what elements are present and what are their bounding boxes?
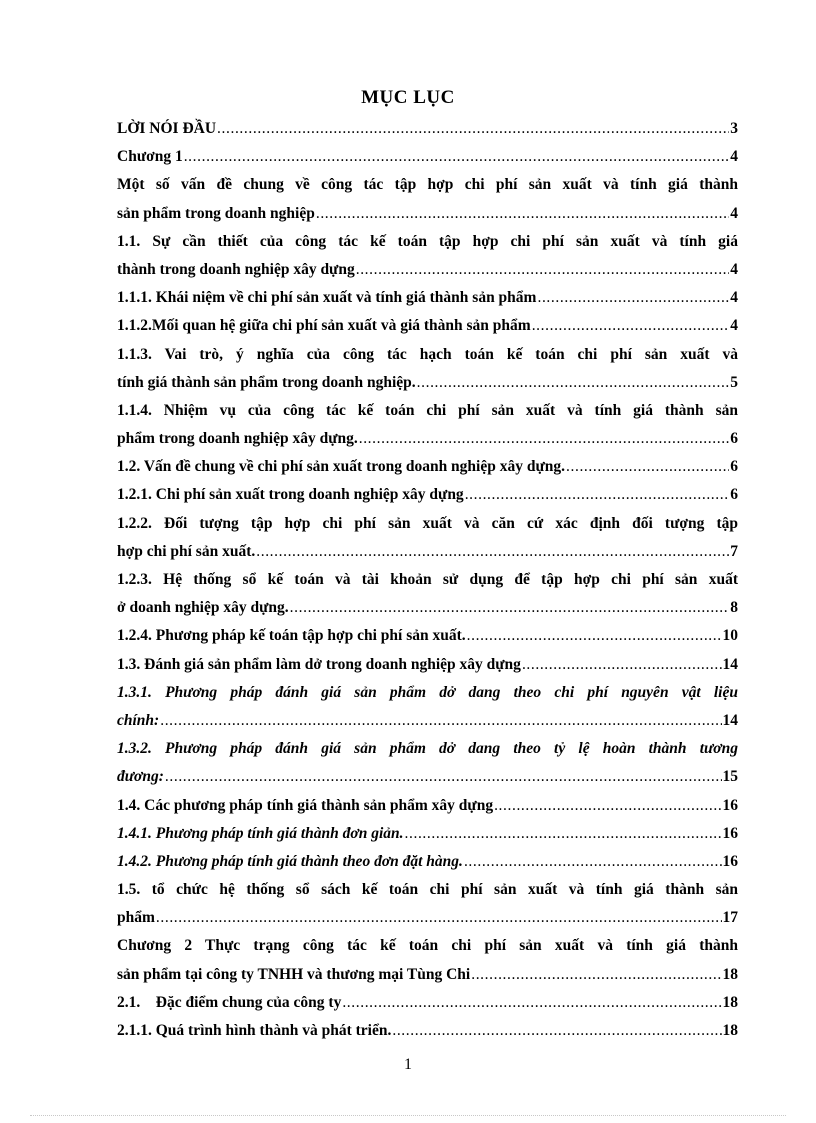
toc-entry[interactable] — [117, 566, 738, 622]
toc-entry[interactable] — [117, 932, 738, 988]
toc-entry-text: 1.1.2.Mối quan hệ giữa chi phí sản xuất và giá thành sản phẩm — [117, 317, 531, 335]
toc-entry-text: 1.2.3. Hệ thống sổ kế toán và tài khoản sử dụng để tập hợp chi phí sản xuất — [117, 571, 738, 588]
toc-page-number: 8 — [730, 599, 738, 617]
toc-entry-line — [117, 256, 738, 284]
toc-entry-line — [117, 425, 738, 453]
toc-entry-text: 1.4. Các phương pháp tính giá thành sản phẩm xây dựng — [117, 796, 494, 814]
toc-entry[interactable] — [117, 735, 738, 791]
toc-entry-text: tính giá thành sản phẩm trong doanh nghiệp. — [117, 373, 416, 391]
toc-entry[interactable] — [117, 510, 738, 566]
toc-entry[interactable] — [117, 848, 738, 876]
toc-entry[interactable] — [117, 876, 738, 932]
toc-entry-line — [117, 1017, 738, 1045]
toc-entry-line — [117, 143, 738, 171]
toc-entry[interactable] — [117, 1017, 738, 1045]
toc-entry-text: 2.1. Đặc điểm chung của công ty — [117, 993, 342, 1011]
toc-entry-text: ở doanh nghiệp xây dựng. — [117, 599, 289, 617]
toc-page-number: 18 — [722, 993, 738, 1011]
toc-entry-text: 1.1.1. Khái niệm về chi phí sản xuất và tính giá thành sản phẩm — [117, 289, 537, 307]
toc-entry-text: Chương 2 Thực trạng công tác kế toán chi phí sản xuất và tính giá thành — [117, 937, 738, 955]
toc-page-number: 4 — [730, 289, 738, 307]
page-number: 1 — [404, 1056, 412, 1073]
toc-page-number: 14 — [722, 655, 738, 673]
toc-entry-line — [117, 989, 738, 1017]
toc-entry-line — [117, 312, 738, 340]
toc-page-number: 18 — [722, 1022, 738, 1039]
dot-leader — [342, 989, 721, 1017]
dot-leader — [160, 707, 721, 735]
toc-entry-line — [117, 481, 738, 509]
toc-entry-line — [117, 115, 738, 143]
toc-entry-line — [117, 707, 738, 735]
toc-entry-text: phẩm — [117, 909, 155, 927]
table-of-contents — [117, 115, 738, 1045]
dot-leader — [359, 425, 730, 453]
toc-entry-line — [117, 792, 738, 820]
toc-entry-line — [117, 453, 738, 481]
toc-entry-text: Một số vấn đề chung về công tác tập hợp chi phí sản xuất và tính giá thành — [117, 176, 738, 194]
toc-entry-text: 1.1.4. Nhiệm vụ của công tác kế toán chi phí sản xuất và tính giá thành sản — [117, 401, 738, 419]
toc-entry-line — [117, 200, 738, 228]
toc-page-number: 18 — [722, 965, 738, 983]
dot-leader — [537, 284, 729, 312]
dot-leader — [405, 820, 722, 848]
toc-entry[interactable] — [117, 792, 738, 820]
toc-entry-text: 1.2. Vấn đề chung về chi phí sản xuất trong doanh nghiệp xây dựng. — [117, 458, 566, 476]
toc-entry-line — [117, 820, 738, 848]
toc-page-number: 16 — [722, 852, 738, 870]
toc-entry-line — [117, 904, 738, 932]
dot-leader — [165, 763, 722, 791]
dot-leader — [522, 651, 722, 679]
dot-leader — [356, 256, 730, 284]
dot-leader — [256, 538, 729, 566]
toc-entry-text: 1.2.2. Đối tượng tập hợp chi phí sản xuất và căn cứ xác định đối tượng tập — [117, 514, 738, 532]
toc-page-number: 3 — [730, 120, 738, 137]
toc-page-number: 14 — [722, 711, 738, 729]
toc-entry[interactable] — [117, 651, 738, 679]
dot-leader — [184, 143, 730, 171]
dot-leader — [566, 453, 729, 481]
toc-entry[interactable] — [117, 453, 738, 481]
toc-page-number: 16 — [722, 796, 738, 814]
dot-leader — [494, 792, 721, 820]
toc-entry[interactable] — [117, 820, 738, 848]
toc-entry-text: sản phẩm tại công ty TNHH và thương mại Tùng Chi — [117, 965, 471, 983]
toc-entry[interactable] — [117, 312, 738, 340]
toc-page-number: 6 — [730, 486, 738, 504]
toc-page-number: 10 — [722, 627, 738, 645]
toc-entry[interactable] — [117, 228, 738, 284]
toc-page-number: 4 — [730, 317, 738, 335]
dot-leader — [471, 961, 721, 989]
toc-entry-text: chính: — [117, 711, 160, 729]
toc-entry-text: 1.4.1. Phương pháp tính giá thành đơn giản. — [117, 824, 404, 842]
toc-page-number: 5 — [730, 373, 738, 391]
toc-page-number: 15 — [722, 768, 738, 786]
toc-entry-text: phẩm trong doanh nghiệp xây dựng. — [117, 430, 358, 448]
dot-leader — [467, 622, 722, 650]
toc-entry-text: 1.2.1. Chi phí sản xuất trong doanh nghiệp xây dựng — [117, 486, 464, 504]
toc-entry-line — [117, 651, 738, 679]
toc-page-number: 17 — [722, 909, 738, 927]
toc-page-number: 6 — [730, 458, 738, 476]
dot-leader — [532, 312, 730, 340]
footer-divider — [30, 1115, 786, 1116]
toc-entry-text: 1.5. tổ chức hệ thống sổ sách kế toán chi phí sản xuất và tính giá thành sản — [117, 881, 738, 899]
toc-entry[interactable] — [117, 115, 738, 143]
toc-entry-text: sản phẩm trong doanh nghiệp — [117, 204, 315, 222]
toc-entry[interactable] — [117, 143, 738, 171]
dot-leader — [392, 1017, 721, 1045]
dot-leader — [156, 904, 722, 932]
toc-entry[interactable] — [117, 481, 738, 509]
toc-entry-text: 1.2.4. Phương pháp kế toán tập hợp chi phí sản xuất. — [117, 627, 466, 645]
toc-entry-text: đương: — [117, 768, 164, 786]
toc-entry-text: 1.3.1. Phương pháp đánh giá sản phẩm dở dang theo chi phí nguyên vật liệu — [117, 683, 738, 701]
dot-leader — [465, 481, 730, 509]
toc-entry-text: 1.1.3. Vai trò, ý nghĩa của công tác hạch toán kế toán chi phí sản xuất và — [117, 345, 738, 363]
toc-entry-line — [117, 622, 738, 650]
dot-leader — [217, 115, 729, 143]
toc-entry-line — [117, 594, 738, 622]
toc-entry[interactable] — [117, 284, 738, 312]
toc-entry[interactable] — [117, 989, 738, 1017]
toc-entry-line — [117, 538, 738, 566]
toc-entry[interactable] — [117, 397, 738, 453]
toc-entry-text: 1.1. Sự cần thiết của công tác kế toán tập hợp chi phí sản xuất và tính giá — [117, 232, 738, 250]
dot-leader — [417, 369, 730, 397]
toc-page-number: 6 — [730, 430, 738, 448]
toc-page-number: 4 — [730, 148, 738, 166]
toc-entry-text: thành trong doanh nghiệp xây dựng — [117, 260, 355, 278]
toc-entry-text: Chương 1 — [117, 148, 183, 166]
toc-entry[interactable] — [117, 622, 738, 650]
toc-entry-line — [117, 284, 738, 312]
toc-page-number: 4 — [730, 260, 738, 278]
toc-entry-text: LỜI NÓI ĐẦU — [117, 120, 217, 137]
toc-entry-text: hợp chi phí sản xuất. — [117, 542, 256, 560]
toc-entry-text: 2.1.1. Quá trình hình thành và phát triển. — [117, 1022, 392, 1039]
toc-entry[interactable] — [117, 679, 738, 735]
dot-leader — [316, 200, 729, 228]
dot-leader — [464, 848, 722, 876]
toc-entry-line — [117, 848, 738, 876]
page-title: MỤC LỤC — [361, 87, 455, 108]
toc-entry[interactable] — [117, 341, 738, 397]
toc-page-number: 16 — [722, 824, 738, 842]
toc-entry-line — [117, 961, 738, 989]
toc-entry-line — [117, 763, 738, 791]
toc-entry-text: 1.3. Đánh giá sản phẩm làm dở trong doanh nghiệp xây dựng — [117, 655, 521, 673]
dot-leader — [290, 594, 730, 622]
toc-entry-text: 1.4.2. Phương pháp tính giá thành theo đơn đặt hàng. — [117, 852, 463, 870]
toc-page-number: 4 — [730, 204, 738, 222]
toc-entry-text: 1.3.2. Phương pháp đánh giá sản phẩm dở dang theo tỷ lệ hoàn thành tương — [117, 740, 738, 758]
toc-entry-line — [117, 369, 738, 397]
toc-entry[interactable] — [117, 171, 738, 227]
toc-page-number: 7 — [730, 542, 738, 560]
